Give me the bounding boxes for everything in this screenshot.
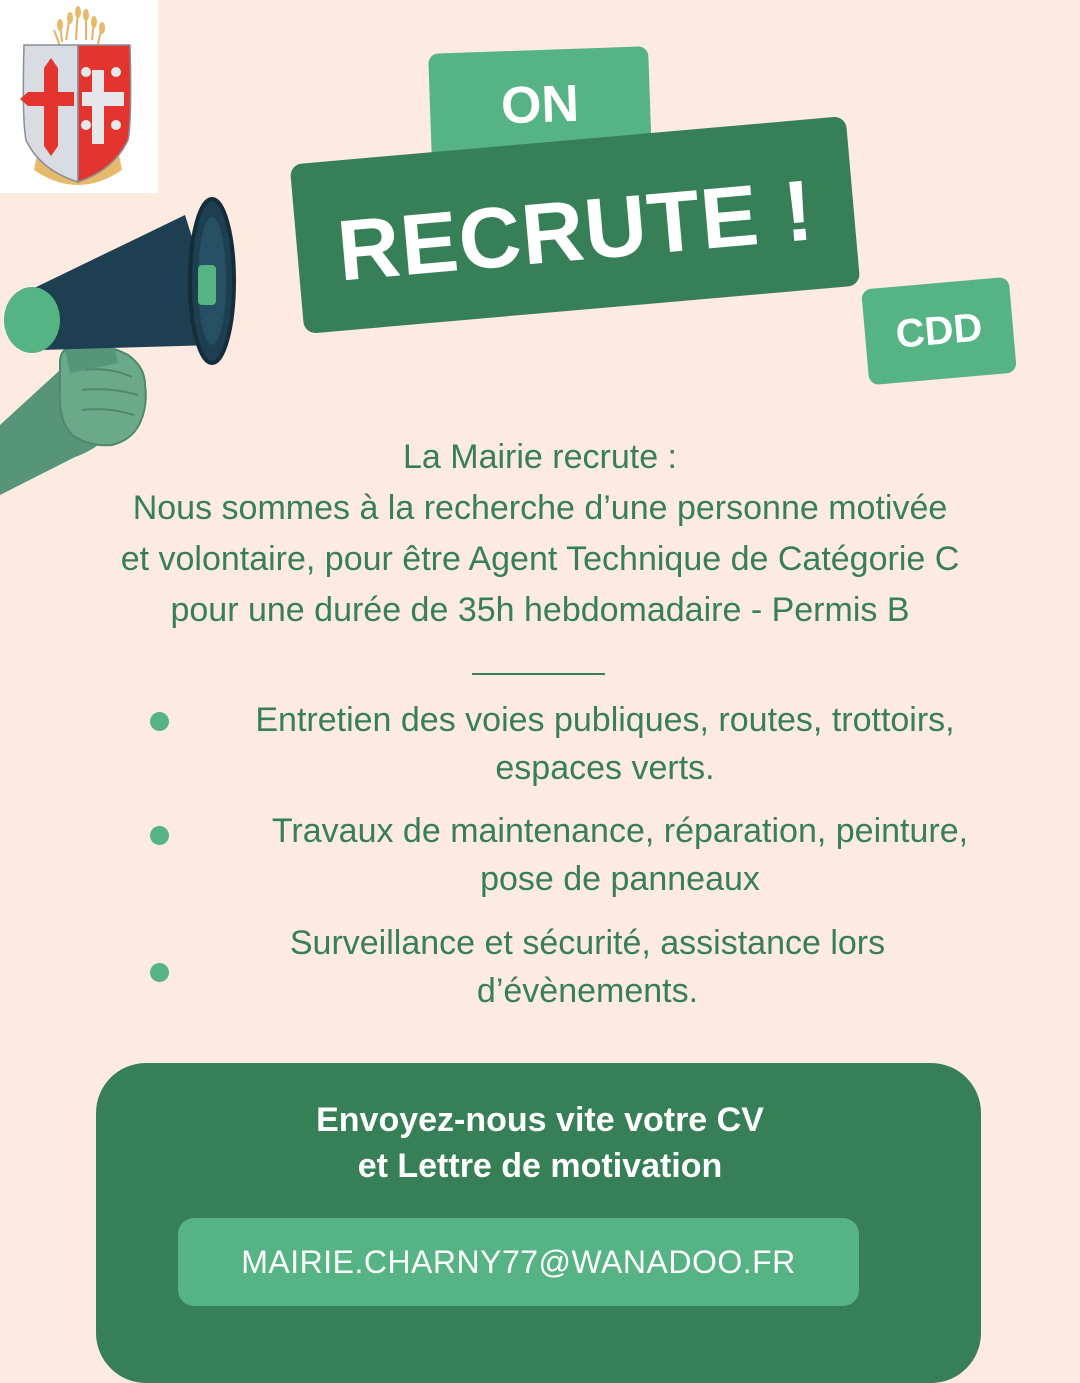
- intro-line: pour une durée de 35h hebdomadaire - Permis B: [170, 591, 910, 629]
- logo-container: [0, 0, 158, 193]
- list-item-line: d’évènements.: [476, 972, 699, 1010]
- coat-of-arms-icon: [0, 0, 158, 193]
- cta-title: [0, 1097, 1080, 1189]
- list-item-line: Entretien des voies publiques, routes, trottoirs,: [255, 701, 955, 739]
- list-item: [230, 919, 945, 1015]
- bullet-icon: [150, 826, 169, 845]
- recrute-banner: [290, 116, 861, 334]
- divider: [472, 673, 605, 675]
- list-item: [210, 807, 1030, 903]
- list-item-line: Surveillance et sécurité, assistance lors: [289, 924, 886, 962]
- list-item-line: espaces verts.: [495, 749, 715, 787]
- intro-line: Nous sommes à la recherche d’une personne motivée: [132, 489, 948, 527]
- contract-type-label: CDD: [893, 304, 985, 357]
- list-item: [200, 696, 1010, 792]
- on-label: ON: [500, 74, 580, 136]
- list-item-line: Travaux de maintenance, réparation, peinture,: [271, 812, 969, 850]
- list-item-line: pose de panneaux: [480, 860, 760, 898]
- intro-heading: La Mairie recrute :: [403, 438, 677, 476]
- cta-title-line: et Lettre de motivation: [357, 1147, 723, 1185]
- email-button[interactable]: [178, 1218, 859, 1306]
- job-description: [20, 432, 1060, 636]
- cta-title-line: Envoyez-nous vite votre CV: [316, 1101, 764, 1139]
- contract-type-badge: [861, 277, 1017, 386]
- recrute-label: RECRUTE !: [333, 161, 818, 300]
- bullet-icon: [150, 963, 169, 982]
- email-address[interactable]: MAIRIE.CHARNY77@WANADOO.FR: [241, 1243, 796, 1280]
- bullet-icon: [150, 712, 169, 731]
- intro-line: et volontaire, pour être Agent Technique de Catégorie C: [120, 540, 960, 578]
